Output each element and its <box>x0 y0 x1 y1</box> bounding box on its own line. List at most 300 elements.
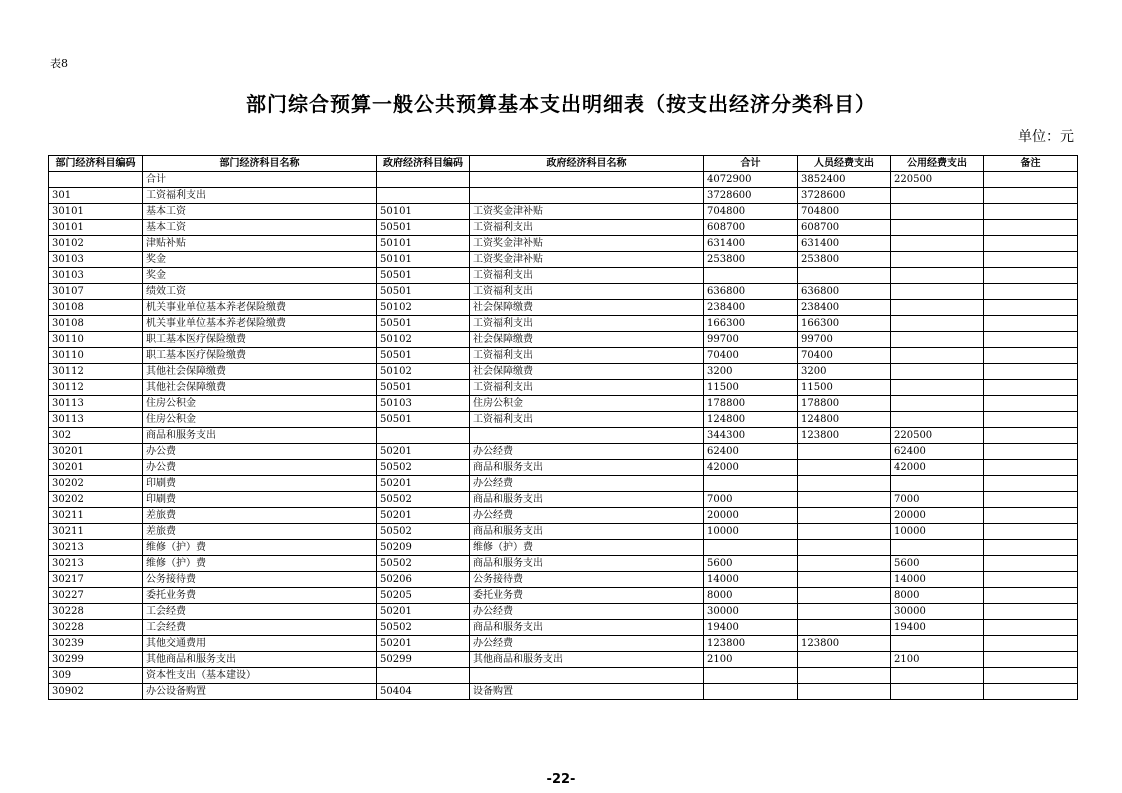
table-label: 表8 <box>50 57 68 70</box>
header-gov-code: 政府经济科目编码 <box>377 156 470 172</box>
cell-personnel: 3728600 <box>798 188 891 204</box>
cell-note <box>984 444 1078 460</box>
cell-personnel <box>798 668 891 684</box>
cell-dept-name: 资本性支出（基本建设） <box>143 668 377 684</box>
cell-gov-name <box>470 172 704 188</box>
cell-note <box>984 508 1078 524</box>
cell-personnel <box>798 652 891 668</box>
cell-gov-code: 50102 <box>377 300 470 316</box>
cell-gov-name <box>470 188 704 204</box>
cell-gov-name: 工资福利支出 <box>470 268 704 284</box>
cell-personnel <box>798 460 891 476</box>
cell-dept-code: 30110 <box>49 332 143 348</box>
header-dept-name: 部门经济科目名称 <box>143 156 377 172</box>
cell-total: 30000 <box>704 604 798 620</box>
cell-gov-name: 社会保障缴费 <box>470 364 704 380</box>
cell-dept-code <box>49 172 143 188</box>
table-row <box>49 284 1078 300</box>
cell-gov-name: 工资福利支出 <box>470 316 704 332</box>
cell-dept-code: 30108 <box>49 316 143 332</box>
cell-public: 220500 <box>891 172 984 188</box>
cell-note <box>984 636 1078 652</box>
cell-gov-name: 工资奖金津补贴 <box>470 252 704 268</box>
cell-gov-name: 公务接待费 <box>470 572 704 588</box>
cell-public: 42000 <box>891 460 984 476</box>
cell-note <box>984 524 1078 540</box>
cell-dept-code: 301 <box>49 188 143 204</box>
table-row <box>49 492 1078 508</box>
cell-note <box>984 460 1078 476</box>
cell-public <box>891 332 984 348</box>
cell-gov-name: 办公经费 <box>470 604 704 620</box>
cell-total <box>704 668 798 684</box>
cell-public <box>891 668 984 684</box>
cell-dept-code: 30103 <box>49 268 143 284</box>
cell-note <box>984 316 1078 332</box>
cell-gov-code: 50501 <box>377 348 470 364</box>
cell-gov-code <box>377 188 470 204</box>
cell-dept-name: 基本工资 <box>143 220 377 236</box>
cell-dept-code: 30202 <box>49 476 143 492</box>
table-row <box>49 220 1078 236</box>
cell-gov-name: 工资福利支出 <box>470 284 704 300</box>
cell-total: 3728600 <box>704 188 798 204</box>
cell-dept-name: 委托业务费 <box>143 588 377 604</box>
cell-personnel <box>798 524 891 540</box>
header-public: 公用经费支出 <box>891 156 984 172</box>
document-title: 部门综合预算一般公共预算基本支出明细表（按支出经济分类科目） <box>246 92 876 116</box>
cell-total: 123800 <box>704 636 798 652</box>
header-total: 合计 <box>704 156 798 172</box>
cell-personnel <box>798 444 891 460</box>
cell-gov-code: 50201 <box>377 604 470 620</box>
cell-gov-code: 50103 <box>377 396 470 412</box>
cell-gov-name: 办公经费 <box>470 636 704 652</box>
table-row <box>49 652 1078 668</box>
cell-gov-code: 50206 <box>377 572 470 588</box>
cell-public <box>891 316 984 332</box>
table-row <box>49 172 1078 188</box>
cell-personnel <box>798 604 891 620</box>
cell-note <box>984 556 1078 572</box>
table-row <box>49 364 1078 380</box>
cell-total: 608700 <box>704 220 798 236</box>
table-row <box>49 396 1078 412</box>
cell-gov-code: 50501 <box>377 220 470 236</box>
cell-gov-code: 50501 <box>377 412 470 428</box>
table-row <box>49 684 1078 700</box>
cell-note <box>984 380 1078 396</box>
cell-gov-code: 50501 <box>377 284 470 300</box>
cell-public <box>891 188 984 204</box>
cell-public: 62400 <box>891 444 984 460</box>
cell-dept-code: 309 <box>49 668 143 684</box>
cell-total: 4072900 <box>704 172 798 188</box>
table-row <box>49 428 1078 444</box>
cell-gov-name: 商品和服务支出 <box>470 556 704 572</box>
cell-dept-code: 30103 <box>49 252 143 268</box>
cell-total <box>704 540 798 556</box>
cell-gov-code: 50502 <box>377 492 470 508</box>
cell-dept-code: 30102 <box>49 236 143 252</box>
table-row <box>49 604 1078 620</box>
header-note: 备注 <box>984 156 1078 172</box>
cell-total: 3200 <box>704 364 798 380</box>
cell-dept-code: 30239 <box>49 636 143 652</box>
cell-dept-name: 绩效工资 <box>143 284 377 300</box>
cell-dept-code: 30112 <box>49 364 143 380</box>
cell-gov-code: 50502 <box>377 524 470 540</box>
cell-gov-code: 50205 <box>377 588 470 604</box>
cell-total: 124800 <box>704 412 798 428</box>
cell-dept-code: 30228 <box>49 604 143 620</box>
cell-note <box>984 204 1078 220</box>
cell-personnel <box>798 684 891 700</box>
cell-gov-code: 50102 <box>377 332 470 348</box>
cell-dept-name: 奖金 <box>143 268 377 284</box>
table-row <box>49 316 1078 332</box>
cell-total: 344300 <box>704 428 798 444</box>
cell-total: 10000 <box>704 524 798 540</box>
cell-dept-code: 30211 <box>49 508 143 524</box>
cell-note <box>984 620 1078 636</box>
table-row <box>49 380 1078 396</box>
cell-gov-code: 50299 <box>377 652 470 668</box>
cell-dept-code: 30201 <box>49 444 143 460</box>
cell-dept-code: 30201 <box>49 460 143 476</box>
cell-total: 253800 <box>704 252 798 268</box>
cell-public <box>891 380 984 396</box>
cell-dept-code: 30113 <box>49 412 143 428</box>
cell-total: 631400 <box>704 236 798 252</box>
cell-note <box>984 188 1078 204</box>
cell-gov-name: 工资奖金津补贴 <box>470 204 704 220</box>
cell-gov-code <box>377 172 470 188</box>
table-row <box>49 348 1078 364</box>
header-personnel: 人员经费支出 <box>798 156 891 172</box>
cell-total: 14000 <box>704 572 798 588</box>
cell-dept-name: 公务接待费 <box>143 572 377 588</box>
cell-gov-code: 50201 <box>377 508 470 524</box>
cell-total: 8000 <box>704 588 798 604</box>
cell-total <box>704 268 798 284</box>
cell-note <box>984 364 1078 380</box>
cell-total: 19400 <box>704 620 798 636</box>
table-row <box>49 252 1078 268</box>
cell-dept-name: 商品和服务支出 <box>143 428 377 444</box>
cell-gov-name: 委托业务费 <box>470 588 704 604</box>
cell-dept-name: 职工基本医疗保险缴费 <box>143 332 377 348</box>
cell-gov-name: 工资福利支出 <box>470 380 704 396</box>
cell-dept-code: 30101 <box>49 204 143 220</box>
cell-total: 5600 <box>704 556 798 572</box>
cell-dept-code: 30202 <box>49 492 143 508</box>
cell-dept-name: 工会经费 <box>143 620 377 636</box>
cell-dept-name: 其他交通费用 <box>143 636 377 652</box>
cell-gov-code: 50209 <box>377 540 470 556</box>
cell-personnel <box>798 588 891 604</box>
cell-public <box>891 300 984 316</box>
cell-note <box>984 396 1078 412</box>
cell-gov-code: 50501 <box>377 268 470 284</box>
cell-dept-code: 30213 <box>49 556 143 572</box>
cell-public: 8000 <box>891 588 984 604</box>
table-row <box>49 412 1078 428</box>
cell-note <box>984 252 1078 268</box>
cell-note <box>984 236 1078 252</box>
cell-personnel <box>798 620 891 636</box>
cell-gov-name: 工资福利支出 <box>470 348 704 364</box>
table-row <box>49 620 1078 636</box>
cell-dept-name: 工资福利支出 <box>143 188 377 204</box>
cell-public: 19400 <box>891 620 984 636</box>
cell-note <box>984 684 1078 700</box>
cell-total: 704800 <box>704 204 798 220</box>
cell-gov-name: 设备购置 <box>470 684 704 700</box>
table-row <box>49 460 1078 476</box>
cell-dept-name: 基本工资 <box>143 204 377 220</box>
cell-public: 30000 <box>891 604 984 620</box>
cell-gov-name: 办公经费 <box>470 444 704 460</box>
cell-dept-code: 30110 <box>49 348 143 364</box>
cell-dept-code: 30217 <box>49 572 143 588</box>
cell-total: 70400 <box>704 348 798 364</box>
cell-dept-name: 差旅费 <box>143 524 377 540</box>
cell-note <box>984 668 1078 684</box>
table-row <box>49 556 1078 572</box>
page-number: -22- <box>546 772 576 787</box>
cell-gov-code: 50101 <box>377 252 470 268</box>
cell-dept-name: 办公费 <box>143 460 377 476</box>
cell-gov-code <box>377 668 470 684</box>
cell-personnel <box>798 492 891 508</box>
cell-dept-name: 住房公积金 <box>143 412 377 428</box>
cell-gov-name: 办公经费 <box>470 476 704 492</box>
table-row <box>49 236 1078 252</box>
cell-personnel: 11500 <box>798 380 891 396</box>
cell-personnel: 608700 <box>798 220 891 236</box>
cell-total <box>704 684 798 700</box>
cell-personnel: 253800 <box>798 252 891 268</box>
table-row <box>49 588 1078 604</box>
cell-note <box>984 348 1078 364</box>
cell-dept-name: 其他社会保障缴费 <box>143 364 377 380</box>
cell-note <box>984 172 1078 188</box>
cell-dept-code: 30228 <box>49 620 143 636</box>
cell-gov-code: 50101 <box>377 236 470 252</box>
cell-personnel: 70400 <box>798 348 891 364</box>
cell-gov-name: 社会保障缴费 <box>470 332 704 348</box>
cell-personnel <box>798 508 891 524</box>
cell-gov-code: 50502 <box>377 556 470 572</box>
cell-public <box>891 348 984 364</box>
cell-note <box>984 492 1078 508</box>
cell-note <box>984 332 1078 348</box>
cell-gov-name: 工资福利支出 <box>470 220 704 236</box>
cell-personnel: 124800 <box>798 412 891 428</box>
cell-total: 99700 <box>704 332 798 348</box>
cell-personnel: 238400 <box>798 300 891 316</box>
cell-gov-name: 商品和服务支出 <box>470 620 704 636</box>
cell-total: 636800 <box>704 284 798 300</box>
cell-dept-name: 奖金 <box>143 252 377 268</box>
cell-total <box>704 476 798 492</box>
cell-gov-name: 维修（护）费 <box>470 540 704 556</box>
cell-gov-code: 50502 <box>377 460 470 476</box>
header-dept-code: 部门经济科目编码 <box>49 156 143 172</box>
cell-gov-code: 50501 <box>377 316 470 332</box>
cell-total: 7000 <box>704 492 798 508</box>
cell-note <box>984 476 1078 492</box>
cell-gov-code <box>377 428 470 444</box>
cell-dept-name: 合计 <box>143 172 377 188</box>
cell-note <box>984 284 1078 300</box>
cell-dept-code: 30902 <box>49 684 143 700</box>
cell-dept-name: 印刷费 <box>143 492 377 508</box>
unit-label: 单位：元 <box>1018 129 1074 145</box>
cell-personnel: 123800 <box>798 636 891 652</box>
cell-personnel: 123800 <box>798 428 891 444</box>
cell-gov-name: 商品和服务支出 <box>470 460 704 476</box>
cell-personnel: 178800 <box>798 396 891 412</box>
cell-dept-code: 30112 <box>49 380 143 396</box>
cell-public <box>891 636 984 652</box>
cell-dept-code: 30108 <box>49 300 143 316</box>
cell-gov-name: 商品和服务支出 <box>470 492 704 508</box>
cell-gov-name: 社会保障缴费 <box>470 300 704 316</box>
table-row <box>49 188 1078 204</box>
cell-gov-code: 50102 <box>377 364 470 380</box>
cell-dept-code: 30213 <box>49 540 143 556</box>
table-row <box>49 300 1078 316</box>
cell-public: 14000 <box>891 572 984 588</box>
table-row <box>49 572 1078 588</box>
cell-gov-name: 商品和服务支出 <box>470 524 704 540</box>
cell-dept-name: 办公费 <box>143 444 377 460</box>
cell-personnel <box>798 556 891 572</box>
cell-gov-name: 其他商品和服务支出 <box>470 652 704 668</box>
table-row <box>49 668 1078 684</box>
cell-public <box>891 220 984 236</box>
cell-dept-name: 津贴补贴 <box>143 236 377 252</box>
cell-dept-name: 其他商品和服务支出 <box>143 652 377 668</box>
cell-dept-code: 30299 <box>49 652 143 668</box>
cell-public <box>891 396 984 412</box>
cell-personnel: 3852400 <box>798 172 891 188</box>
cell-public: 7000 <box>891 492 984 508</box>
table-body <box>49 172 1078 700</box>
cell-personnel: 704800 <box>798 204 891 220</box>
table-row <box>49 476 1078 492</box>
cell-dept-code: 30211 <box>49 524 143 540</box>
cell-personnel <box>798 268 891 284</box>
cell-dept-name: 印刷费 <box>143 476 377 492</box>
cell-personnel: 166300 <box>798 316 891 332</box>
cell-note <box>984 540 1078 556</box>
cell-total: 42000 <box>704 460 798 476</box>
cell-dept-name: 职工基本医疗保险缴费 <box>143 348 377 364</box>
cell-total: 2100 <box>704 652 798 668</box>
cell-dept-name: 机关事业单位基本养老保险缴费 <box>143 300 377 316</box>
table-row <box>49 268 1078 284</box>
cell-gov-code: 50201 <box>377 444 470 460</box>
table-row <box>49 508 1078 524</box>
cell-gov-code: 50501 <box>377 380 470 396</box>
cell-public <box>891 540 984 556</box>
table-row <box>49 332 1078 348</box>
cell-note <box>984 652 1078 668</box>
cell-note <box>984 428 1078 444</box>
cell-dept-code: 30101 <box>49 220 143 236</box>
cell-total: 20000 <box>704 508 798 524</box>
cell-public <box>891 268 984 284</box>
cell-public <box>891 252 984 268</box>
cell-personnel <box>798 540 891 556</box>
cell-personnel: 636800 <box>798 284 891 300</box>
cell-public: 2100 <box>891 652 984 668</box>
cell-note <box>984 300 1078 316</box>
cell-dept-name: 机关事业单位基本养老保险缴费 <box>143 316 377 332</box>
cell-dept-name: 维修（护）费 <box>143 540 377 556</box>
table-row <box>49 204 1078 220</box>
cell-public <box>891 684 984 700</box>
cell-public: 10000 <box>891 524 984 540</box>
cell-dept-code: 302 <box>49 428 143 444</box>
cell-total: 178800 <box>704 396 798 412</box>
cell-note <box>984 572 1078 588</box>
cell-personnel: 99700 <box>798 332 891 348</box>
cell-dept-code: 30107 <box>49 284 143 300</box>
table-row <box>49 540 1078 556</box>
budget-detail-table <box>48 155 1078 700</box>
cell-dept-name: 其他社会保障缴费 <box>143 380 377 396</box>
cell-note <box>984 588 1078 604</box>
cell-public <box>891 364 984 380</box>
cell-total: 238400 <box>704 300 798 316</box>
cell-public <box>891 412 984 428</box>
cell-gov-name <box>470 668 704 684</box>
cell-note <box>984 220 1078 236</box>
cell-dept-code: 30227 <box>49 588 143 604</box>
cell-personnel <box>798 476 891 492</box>
cell-gov-code: 50201 <box>377 476 470 492</box>
cell-note <box>984 604 1078 620</box>
table-row <box>49 524 1078 540</box>
cell-total: 62400 <box>704 444 798 460</box>
header-gov-name: 政府经济科目名称 <box>470 156 704 172</box>
cell-public <box>891 476 984 492</box>
cell-gov-code: 50502 <box>377 620 470 636</box>
cell-total: 11500 <box>704 380 798 396</box>
table-row <box>49 636 1078 652</box>
table-row <box>49 444 1078 460</box>
cell-gov-name: 工资奖金津补贴 <box>470 236 704 252</box>
cell-dept-name: 住房公积金 <box>143 396 377 412</box>
cell-dept-name: 办公设备购置 <box>143 684 377 700</box>
cell-dept-name: 差旅费 <box>143 508 377 524</box>
cell-dept-name: 维修（护）费 <box>143 556 377 572</box>
cell-public <box>891 204 984 220</box>
cell-total: 166300 <box>704 316 798 332</box>
cell-dept-code: 30113 <box>49 396 143 412</box>
cell-gov-name: 工资福利支出 <box>470 412 704 428</box>
cell-personnel: 3200 <box>798 364 891 380</box>
cell-public <box>891 236 984 252</box>
cell-public: 5600 <box>891 556 984 572</box>
cell-public <box>891 284 984 300</box>
cell-personnel: 631400 <box>798 236 891 252</box>
cell-gov-code: 50201 <box>377 636 470 652</box>
